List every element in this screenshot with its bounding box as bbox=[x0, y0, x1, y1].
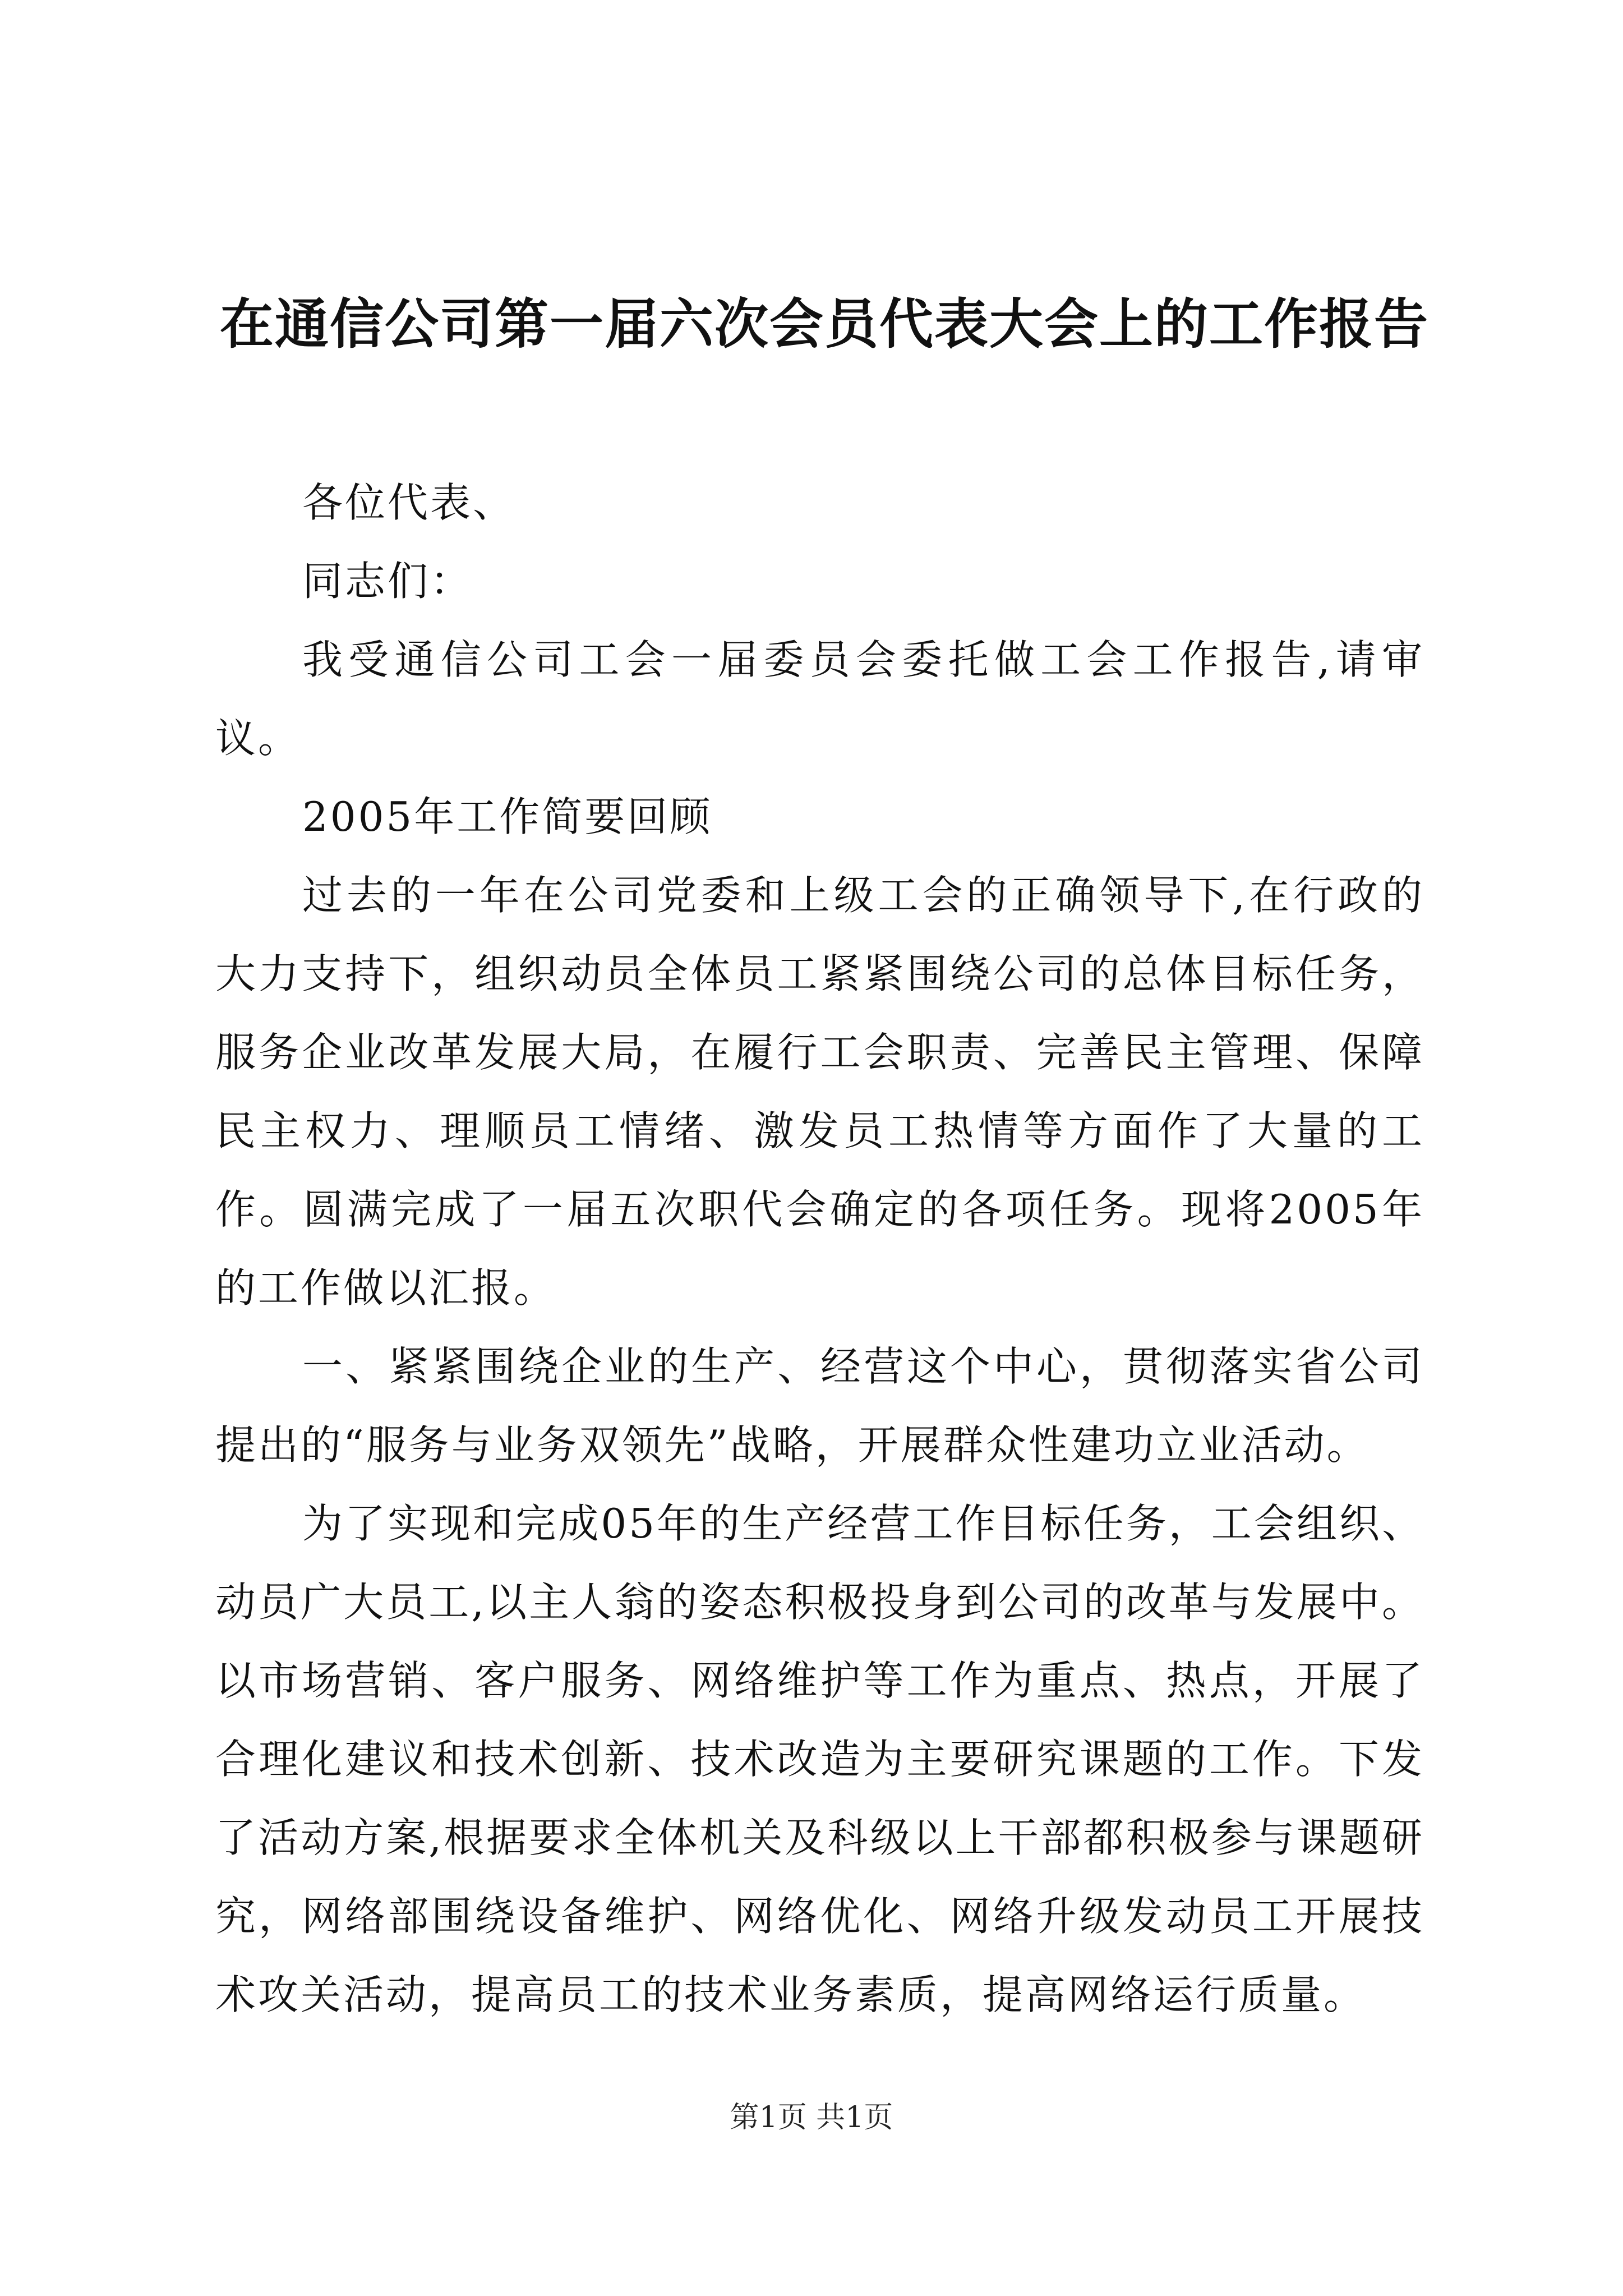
paragraph-intro: 我受通信公司工会一届委员会委托做工会工作报告,请审议。 bbox=[215, 636, 1424, 762]
salutation-line-1: 各位代表、 bbox=[302, 479, 516, 526]
document-body bbox=[215, 463, 1424, 2034]
paragraph-review: 过去的一年在公司党委和上级工会的正确领导下,在行政的大力支持下，组织动员全体员工紧紧围绕公司的总体目标任务，服务企业改革发展大局，在履行工会职责、完善民主管理、保障民主权力、理顺员工情绪、激发员工热情等方面作了大量的工作。圆满完成了一届五次职代会确定的各项任务。现将2005年的工作做以汇报。 bbox=[215, 872, 1424, 1312]
section-heading-one: 一、紧紧围绕企业的生产、经营这个中心，贯彻落实省公司提出的“服务与业务双领先”战略，开展群众性建功立业活动。 bbox=[215, 1343, 1424, 1469]
page-footer: 第1页 共1页 bbox=[730, 2101, 893, 2134]
section-heading-review: 2005年工作简要回顾 bbox=[302, 793, 713, 840]
document-title: 在通信公司第一届六次会员代表大会上的工作报告 bbox=[220, 292, 1429, 356]
salutation-line-2: 同志们： bbox=[302, 558, 473, 605]
paragraph-goals: 为了实现和完成05年的生产经营工作目标任务，工会组织、动员广大员工,以主人翁的姿态积极投身到公司的改革与发展中。以市场营销、客户服务、网络维护等工作为重点、热点，开展了合理化建议和技术创新、技术改造为主要研究课题的工作。下发了活动方案,根据要求全体机关及科级以上干部都积极参与课题研究，网络部围绕设备维护、网络优化、网络升级发动员工开展技术攻关活动，提高员工的技术业务素质，提高网络运行质量。 bbox=[215, 1500, 1424, 2018]
